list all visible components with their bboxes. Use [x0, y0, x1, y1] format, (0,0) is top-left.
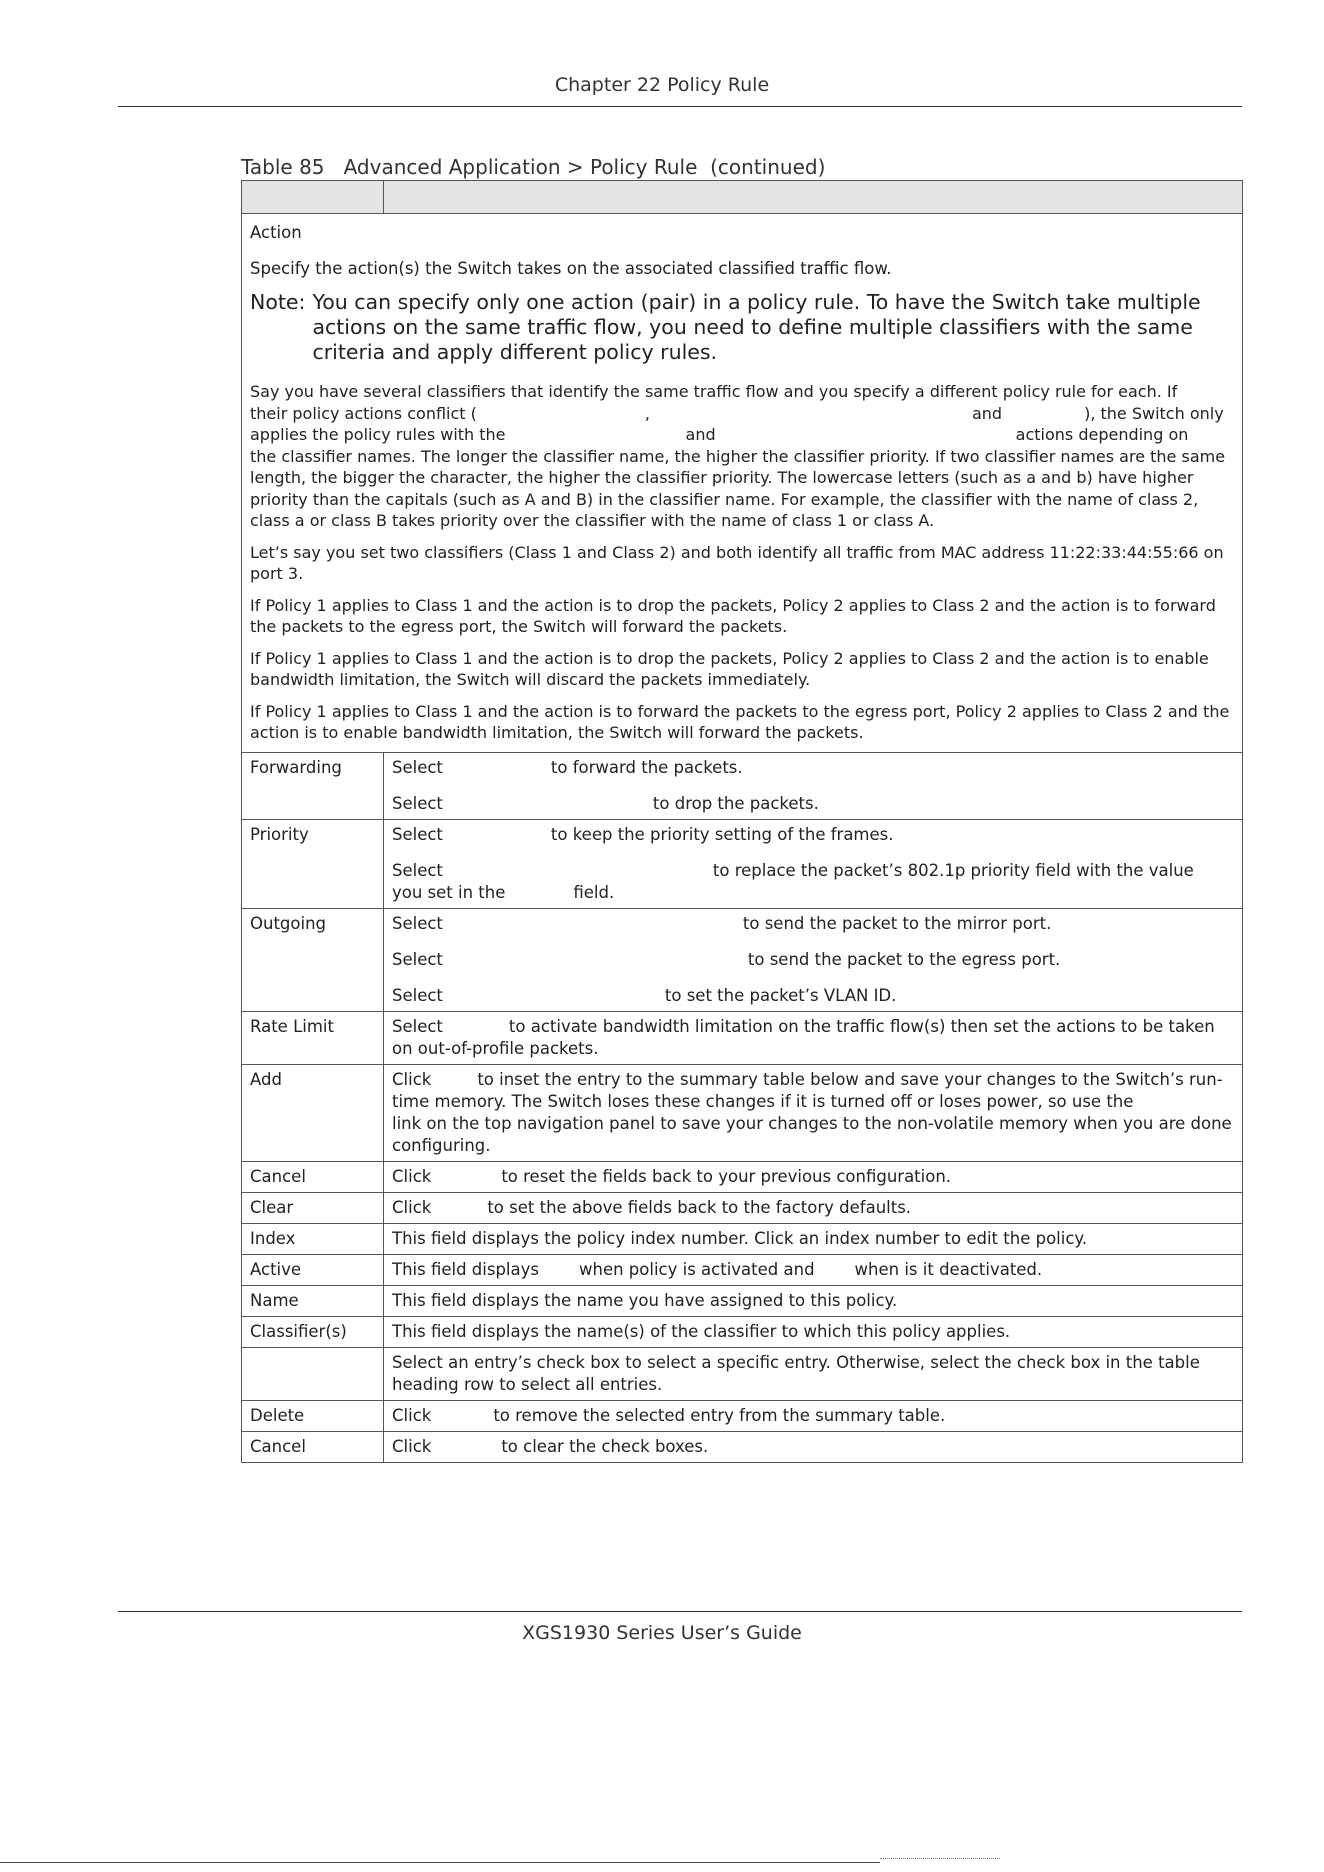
- outgoing-l2a: Select: [392, 949, 443, 969]
- classifiers-description: This field displays the name(s) of the classifier to which this policy applies.: [384, 1316, 1243, 1347]
- priority-row: [242, 819, 1243, 908]
- priority-l2c: you set in the: [392, 882, 506, 902]
- checkbox-row: [242, 1347, 1243, 1400]
- active-label: Active: [242, 1254, 384, 1285]
- conflict-line-2d: ), the Switch only: [1084, 403, 1224, 423]
- forwarding-l2b: to drop the packets.: [652, 793, 819, 813]
- header-description-cell: [384, 181, 1243, 214]
- outgoing-l1b: to send the packet to the mirror port.: [742, 913, 1052, 933]
- page-footer: XGS1930 Series User’s Guide: [522, 1622, 802, 1644]
- action-title: Action: [250, 223, 302, 242]
- active-c: when is it deactivated.: [854, 1259, 1043, 1279]
- header-label-cell: [242, 181, 384, 214]
- delete-label: Delete: [242, 1400, 384, 1431]
- priority-l1b: to keep the priority setting of the frames.: [550, 824, 894, 844]
- name-description: This field displays the name you have assigned to this policy.: [384, 1285, 1243, 1316]
- clear-row: [242, 1192, 1243, 1223]
- conflict-line-3c: actions depending on: [1015, 425, 1189, 444]
- delete-b: to remove the selected entry from the summary table.: [493, 1405, 946, 1425]
- delete-description: [384, 1400, 1243, 1431]
- active-a: This field displays: [392, 1259, 539, 1279]
- classifiers-row: [242, 1316, 1243, 1347]
- forwarding-l1b: to forward the packets.: [550, 757, 743, 777]
- active-row: [242, 1254, 1243, 1285]
- table-caption: Table 85 Advanced Application > Policy Rule (continued): [241, 155, 826, 179]
- delete-a: Click: [392, 1405, 432, 1425]
- forwarding-description: [384, 752, 1243, 819]
- note-text: You can specify only one action (pair) in a policy rule. To have the Switch take multiple actions on the same traffic flow, you need to define multiple classifiers with the same criteria and apply different policy rules.: [312, 290, 1201, 364]
- example-2: If Policy 1 applies to Class 1 and the action is to drop the packets, Policy 2 applies to Class 2 and the action is to enable bandwidth limitation, the Switch will discard the packets immediately.: [250, 648, 1209, 689]
- rate-limit-b: to activate bandwidth limitation on the traffic flow(s) then set the actions to be taken on out-of-profile packets.: [392, 1016, 1215, 1058]
- active-b: when policy is activated and: [579, 1259, 815, 1279]
- index-description: This field displays the policy index number. Click an index number to edit the policy.: [384, 1223, 1243, 1254]
- outgoing-row: [242, 908, 1243, 1011]
- priority-label: Priority: [242, 819, 384, 908]
- conflict-line-3b: and: [685, 425, 716, 444]
- forwarding-l1a: Select: [392, 757, 443, 777]
- forwarding-l2a: Select: [392, 793, 443, 813]
- policy-rule-table: [241, 180, 1243, 1463]
- clear-description: [384, 1192, 1243, 1223]
- cancel-checkbox-row: [242, 1431, 1243, 1462]
- conflict-line-3a: applies the policy rules with the: [250, 425, 506, 444]
- cancel2-a: Click: [392, 1436, 432, 1456]
- add-label: Add: [242, 1064, 384, 1161]
- outgoing-l3a: Select: [392, 985, 443, 1005]
- conflict-line-2a: their policy actions conflict (: [250, 403, 477, 423]
- header-divider: [118, 106, 1242, 107]
- cancel-b: to reset the fields back to your previous configuration.: [501, 1166, 952, 1186]
- forwarding-row: [242, 752, 1243, 819]
- outgoing-l2b: to send the packet to the egress port.: [747, 949, 1061, 969]
- name-row: [242, 1285, 1243, 1316]
- add-description: [384, 1064, 1243, 1161]
- priority-l2b: to replace the packet’s 802.1p priority field with the value: [712, 860, 1194, 880]
- cancel-description: [384, 1161, 1243, 1192]
- example-intro: Let’s say you set two classifiers (Class 1 and Class 2) and both identify all traffic from MAC address 11:22:33:44:55:66 on port 3.: [250, 542, 1224, 583]
- outgoing-l1a: Select: [392, 913, 443, 933]
- checkbox-label: [242, 1347, 384, 1400]
- priority-l2d: field.: [573, 882, 615, 902]
- index-row: [242, 1223, 1243, 1254]
- priority-l1a: Select: [392, 824, 443, 844]
- example-3: If Policy 1 applies to Class 1 and the action is to forward the packets to the egress port, Policy 2 applies to Class 2 and the action is to enable bandwidth limitation, the Switch will forward the packets.: [250, 701, 1230, 742]
- outgoing-l3b: to set the packet’s VLAN ID.: [664, 985, 897, 1005]
- add-a: Click: [392, 1069, 432, 1089]
- priority-l2a: Select: [392, 860, 443, 880]
- cancel2-b: to clear the check boxes.: [501, 1436, 709, 1456]
- rate-limit-label: Rate Limit: [242, 1011, 384, 1064]
- page-header: Chapter 22 Policy Rule: [554, 74, 770, 96]
- checkbox-description: Select an entry’s check box to select a specific entry. Otherwise, select the check box in the table heading row to select all entries.: [384, 1347, 1243, 1400]
- cancel-label: Cancel: [242, 1161, 384, 1192]
- clear-a: Click: [392, 1197, 432, 1217]
- scan-edge-line: [0, 1862, 880, 1863]
- add-c: link on the top navigation panel to save your changes to the non-volatile memory when you are done configuring.: [392, 1113, 1232, 1155]
- classifiers-label: Classifier(s): [242, 1316, 384, 1347]
- table-header-row: [242, 181, 1243, 214]
- note-label: Note:: [250, 290, 306, 314]
- cancel-a: Click: [392, 1166, 432, 1186]
- rate-limit-row: [242, 1011, 1243, 1064]
- conflict-line-2c: and: [971, 403, 1003, 423]
- add-row: [242, 1064, 1243, 1161]
- conflict-paragraph: [250, 381, 1234, 532]
- example-1: If Policy 1 applies to Class 1 and the action is to drop the packets, Policy 2 applies to Class 2 and the action is to forward the packets to the egress port, the Switch will forward the packets.: [250, 595, 1216, 636]
- name-label: Name: [242, 1285, 384, 1316]
- priority-description: [384, 819, 1243, 908]
- add-b: to inset the entry to the summary table below and save your changes to the Switch’s run-time memory. The Switch loses these changes if it is turned off or loses power, so use the: [392, 1069, 1223, 1111]
- scan-edge-marks: [880, 1858, 1000, 1865]
- rate-limit-description: [384, 1011, 1243, 1064]
- forwarding-label: Forwarding: [242, 752, 384, 819]
- clear-label: Clear: [242, 1192, 384, 1223]
- outgoing-description: [384, 908, 1243, 1011]
- action-section-row: [242, 214, 1243, 753]
- action-section: [242, 214, 1243, 753]
- index-label: Index: [242, 1223, 384, 1254]
- conflict-line-2b: ,: [644, 403, 650, 423]
- cancel2-label: Cancel: [242, 1431, 384, 1462]
- conflict-line-1: Say you have several classifiers that identify the same traffic flow and you specify a different policy rule for each. If: [250, 382, 1178, 401]
- cancel2-description: [384, 1431, 1243, 1462]
- active-description: [384, 1254, 1243, 1285]
- footer-divider: [118, 1611, 1242, 1612]
- note-box: [250, 290, 1234, 365]
- action-intro: Specify the action(s) the Switch takes on the associated classified traffic flow.: [250, 259, 892, 278]
- conflict-rest: the classifier names. The longer the classifier name, the higher the classifier priority. If two classifier names are the same length, the bigger the character, the higher the classifier priority. The lowercase letters (such as a and b) have higher priority than the capitals (such as A and B) in the classifier name. For example, the classifier with the name of class 2, class a or class B takes priority over the classifier with the name of class 1 or class A.: [250, 446, 1226, 530]
- cancel-row: [242, 1161, 1243, 1192]
- rate-limit-a: Select: [392, 1016, 443, 1036]
- outgoing-label: Outgoing: [242, 908, 384, 1011]
- delete-row: [242, 1400, 1243, 1431]
- clear-b: to set the above fields back to the factory defaults.: [487, 1197, 912, 1217]
